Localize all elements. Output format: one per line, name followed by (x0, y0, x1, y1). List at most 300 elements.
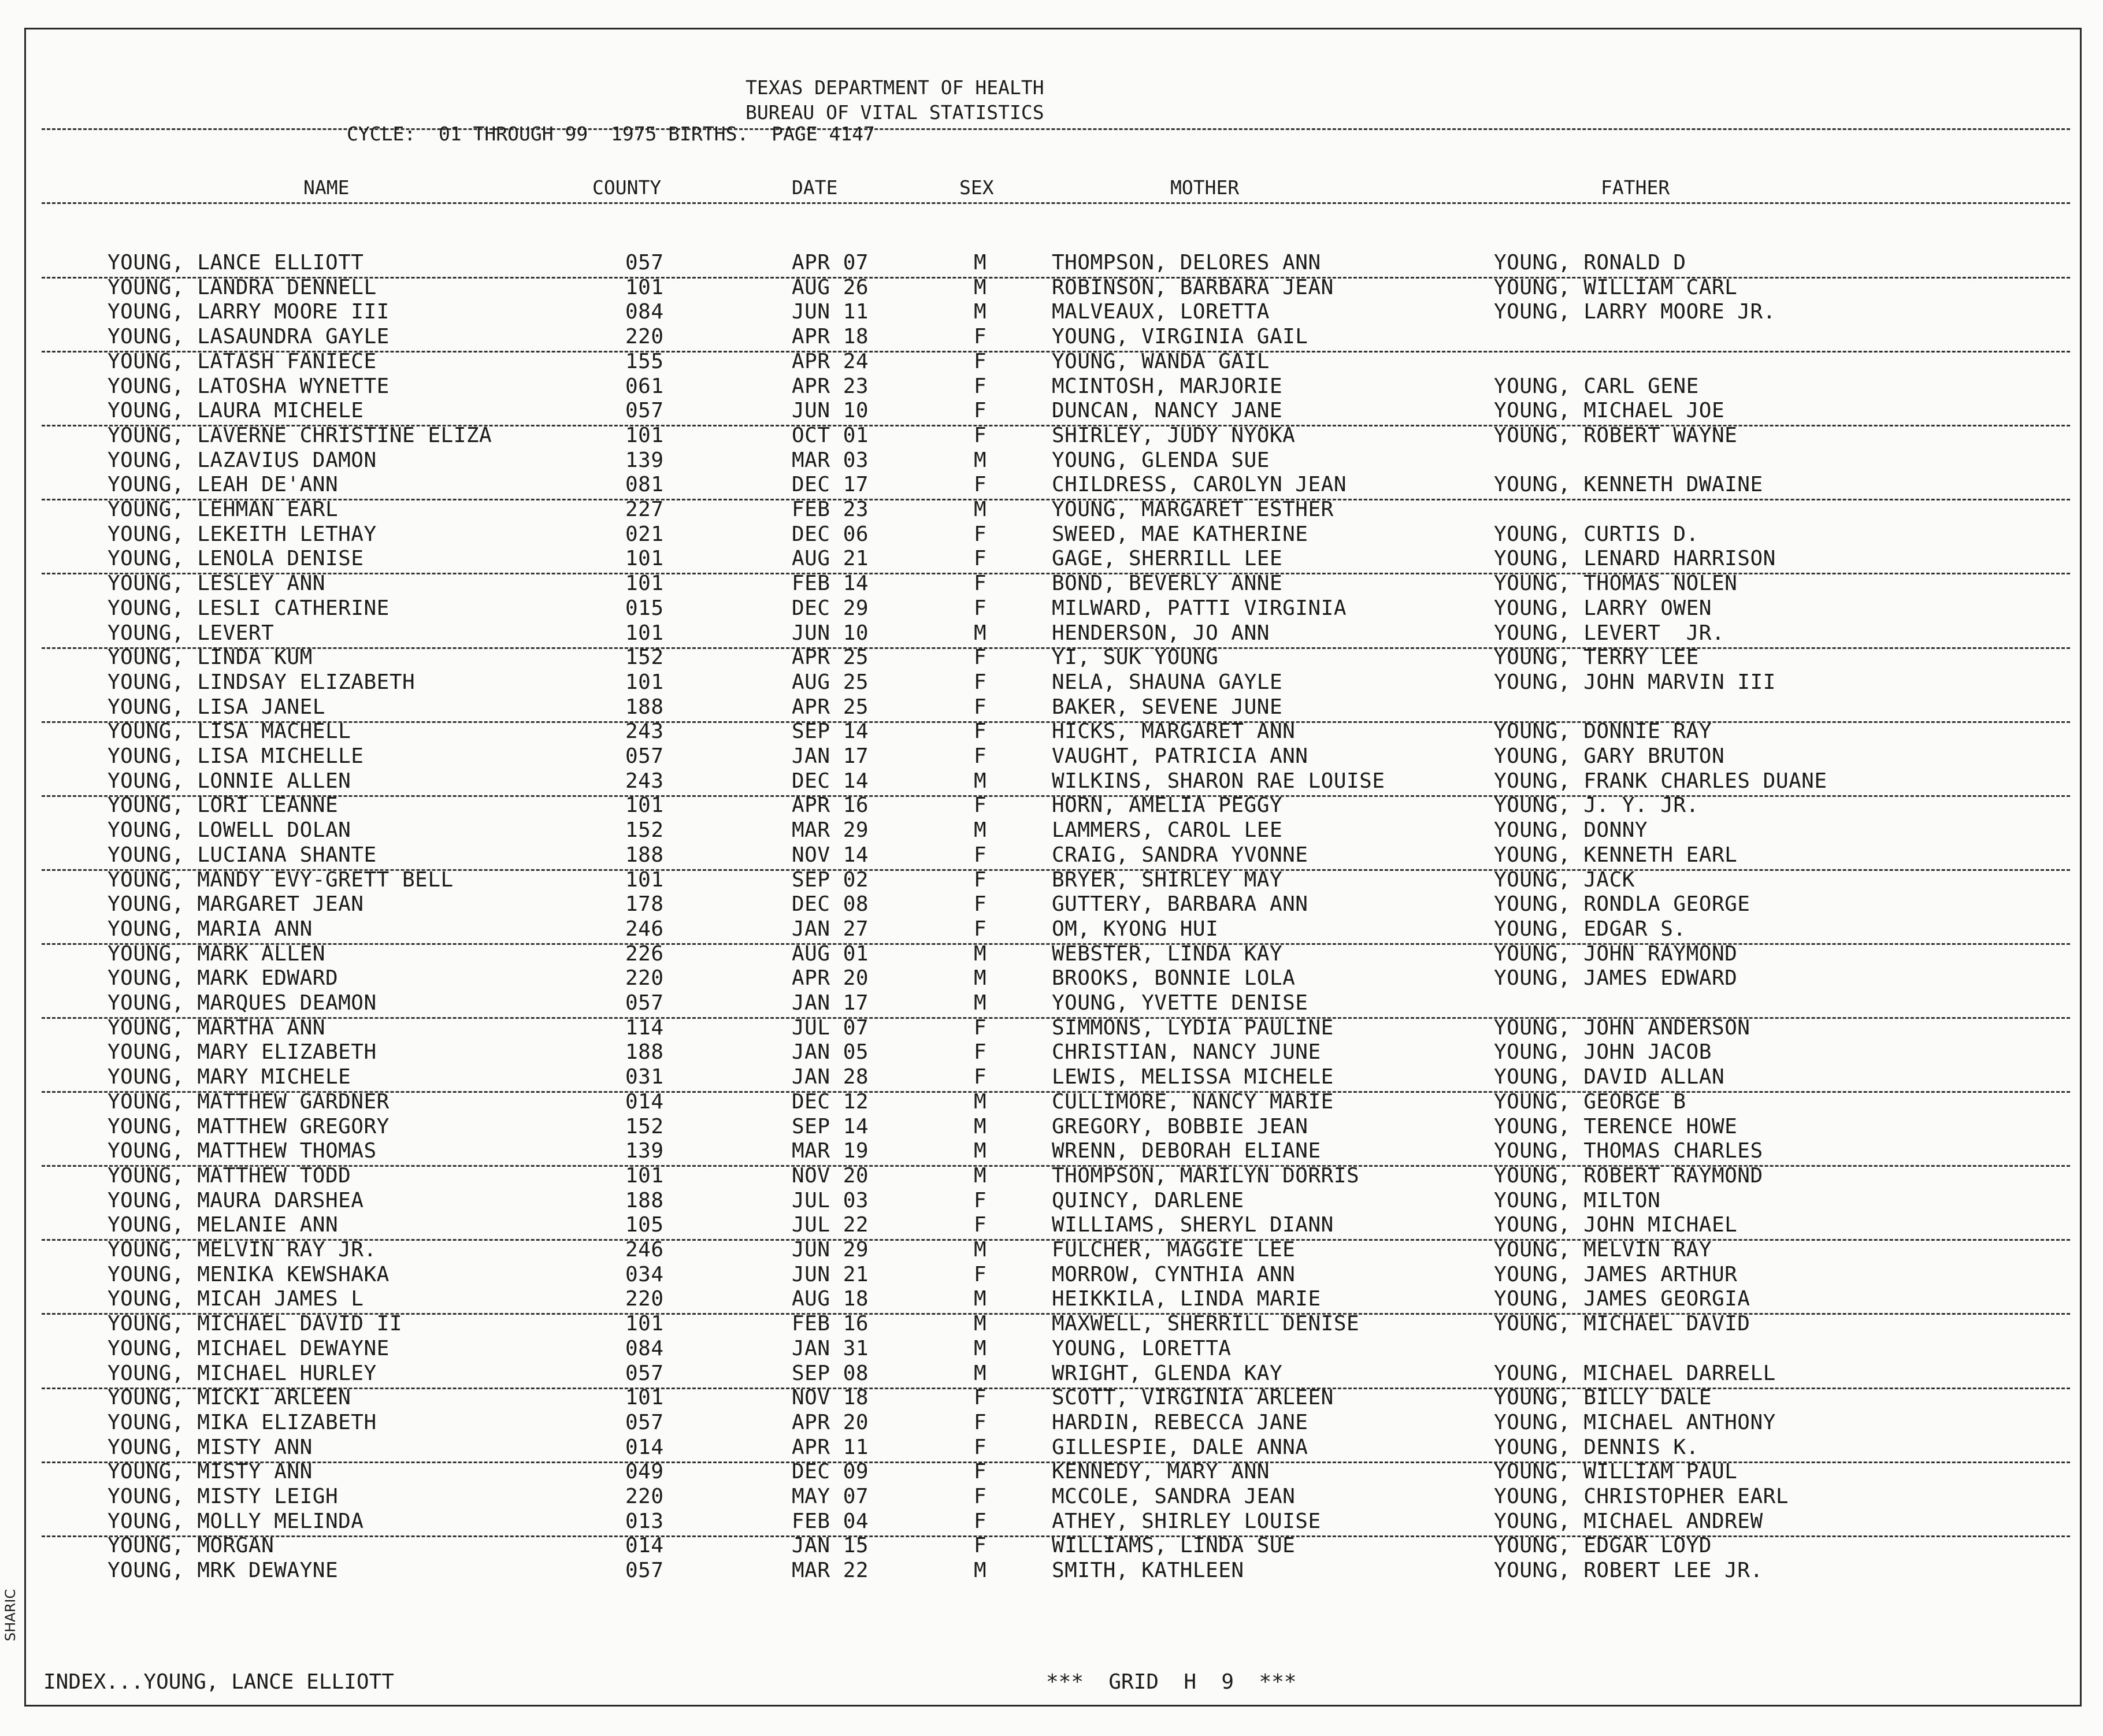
record-father: YOUNG, LEVERT JR. (1494, 621, 1725, 645)
record-date: FEB 04 (792, 1509, 869, 1533)
record-sex: M (974, 498, 987, 521)
record-county: 031 (625, 1065, 664, 1089)
record-mother: YOUNG, YVETTE DENISE (1052, 991, 1308, 1015)
record-date: FEB 14 (792, 572, 869, 596)
record-father: YOUNG, DENNIS K. (1494, 1435, 1699, 1459)
record-county: 057 (625, 991, 664, 1015)
record-name: YOUNG, LUCIANA SHANTE (107, 843, 377, 867)
record-sex: M (974, 1139, 987, 1163)
record-name: YOUNG, MARK EDWARD (107, 966, 339, 991)
record-father: YOUNG, LARRY OWEN (1494, 596, 1712, 620)
record-father: YOUNG, JOHN ANDERSON (1494, 1015, 1750, 1040)
row-separator (42, 573, 2070, 574)
record-name: YOUNG, MISTY ANN (107, 1435, 313, 1459)
record-father: YOUNG, GARY BRUTON (1494, 744, 1725, 768)
record-county: 057 (625, 251, 664, 275)
record-father: YOUNG, JOHN MARVIN III (1494, 670, 1776, 694)
record-mother: FULCHER, MAGGIE LEE (1052, 1238, 1296, 1262)
record-sex: F (974, 843, 987, 867)
record-name: YOUNG, LINDSAY ELIZABETH (107, 670, 416, 694)
record-mother: MALVEAUX, LORETTA (1052, 300, 1270, 324)
record-row (0, 1215, 2103, 1240)
record-mother: CULLIMORE, NANCY MARIE (1052, 1089, 1334, 1114)
record-county: 188 (625, 695, 664, 719)
record-date: JUN 11 (792, 300, 869, 324)
record-row (0, 1486, 2103, 1511)
record-row (0, 1314, 2103, 1338)
record-name: YOUNG, MICHAEL HURLEY (107, 1361, 377, 1385)
record-county: 084 (625, 1336, 664, 1360)
row-separator (42, 795, 2070, 797)
record-sex: F (974, 670, 987, 694)
record-mother: WILLIAMS, LINDA SUE (1052, 1534, 1296, 1558)
record-row (0, 1412, 2103, 1437)
column-header-mother: MOTHER (1170, 176, 1240, 199)
record-mother: BAKER, SEVENE JUNE (1052, 695, 1283, 719)
record-name: YOUNG, LARRY MOORE III (107, 300, 390, 324)
bureau-title: BUREAU OF VITAL STATISTICS (745, 101, 1044, 124)
record-mother: KENNEDY, MARY ANN (1052, 1460, 1270, 1484)
column-header-county: COUNTY (592, 176, 662, 199)
record-county: 021 (625, 522, 664, 546)
record-sex: F (974, 1534, 987, 1558)
record-name: YOUNG, MARY MICHELE (107, 1065, 351, 1089)
record-name: YOUNG, MARQUES DEAMON (107, 991, 377, 1015)
record-date: JAN 17 (792, 744, 869, 768)
record-sex: F (974, 374, 987, 398)
record-name: YOUNG, MICAH JAMES L (107, 1287, 364, 1311)
record-date: SEP 02 (792, 867, 869, 892)
record-sex: F (974, 1435, 987, 1459)
record-name: YOUNG, MARIA ANN (107, 917, 313, 941)
record-mother: OM, KYONG HUI (1052, 917, 1219, 941)
record-father: YOUNG, KENNETH EARL (1494, 843, 1738, 867)
record-row (0, 548, 2103, 573)
record-name: YOUNG, MATTHEW TODD (107, 1163, 351, 1188)
record-row (0, 253, 2103, 277)
record-name: YOUNG, LASAUNDRA GAYLE (107, 325, 390, 349)
record-name: YOUNG, LEKEITH LETHAY (107, 522, 377, 546)
record-date: DEC 17 (792, 473, 869, 497)
record-father: YOUNG, JOHN RAYMOND (1494, 941, 1738, 966)
record-sex: F (974, 1262, 987, 1286)
record-mother: WILKINS, SHARON RAE LOUISE (1052, 769, 1385, 793)
record-father: YOUNG, THOMAS CHARLES (1494, 1139, 1763, 1163)
record-row (0, 721, 2103, 746)
record-name: YOUNG, MICHAEL DAVID II (107, 1312, 402, 1336)
record-date: DEC 09 (792, 1460, 869, 1484)
column-header-date: DATE (792, 176, 838, 199)
record-mother: WRENN, DEBORAH ELIANE (1052, 1139, 1321, 1163)
row-separator (42, 1017, 2070, 1019)
record-row (0, 1190, 2103, 1215)
record-sex: F (974, 1213, 987, 1237)
record-county: 013 (625, 1509, 664, 1533)
record-date: NOV 14 (792, 843, 869, 867)
record-row (0, 894, 2103, 919)
record-name: YOUNG, MATTHEW GREGORY (107, 1114, 390, 1138)
record-date: MAR 03 (792, 448, 869, 472)
record-sex: F (974, 1410, 987, 1434)
record-mother: GAGE, SHERRILL LEE (1052, 547, 1283, 571)
record-county: 243 (625, 769, 664, 793)
record-name: YOUNG, LAVERNE CHRISTINE ELIZA (107, 423, 492, 447)
record-county: 034 (625, 1262, 664, 1286)
record-sex: F (974, 1386, 987, 1410)
record-name: YOUNG, LENOLA DENISE (107, 547, 364, 571)
record-father: YOUNG, DONNIE RAY (1494, 719, 1712, 744)
record-county: 101 (625, 621, 664, 645)
record-mother: GREGORY, BOBBIE JEAN (1052, 1114, 1308, 1138)
record-date: SEP 14 (792, 1114, 869, 1138)
record-sex: M (974, 251, 987, 275)
record-name: YOUNG, MICHAEL DEWAYNE (107, 1336, 390, 1360)
row-separator (42, 1388, 2070, 1389)
record-row (0, 647, 2103, 672)
record-county: 101 (625, 423, 664, 447)
record-mother: NELA, SHAUNA GAYLE (1052, 670, 1283, 694)
record-name: YOUNG, LISA MACHELL (107, 719, 351, 744)
record-row (0, 1461, 2103, 1486)
record-sex: F (974, 325, 987, 349)
record-county: 220 (625, 325, 664, 349)
record-date: APR 07 (792, 251, 869, 275)
record-date: APR 24 (792, 349, 869, 373)
record-row (0, 771, 2103, 796)
record-sex: F (974, 596, 987, 620)
record-date: APR 23 (792, 374, 869, 398)
record-mother: YOUNG, MARGARET ESTHER (1052, 498, 1334, 521)
record-mother: THOMPSON, MARILYN DORRIS (1052, 1163, 1360, 1188)
record-father: YOUNG, JAMES EDWARD (1494, 966, 1738, 991)
record-name: YOUNG, LONNIE ALLEN (107, 769, 351, 793)
record-date: APR 20 (792, 966, 869, 991)
record-name: YOUNG, LEAH DE'ANN (107, 473, 339, 497)
record-sex: M (974, 1238, 987, 1262)
record-date: JUL 07 (792, 1015, 869, 1040)
record-row (0, 1067, 2103, 1092)
record-row (0, 499, 2103, 524)
record-name: YOUNG, MAURA DARSHEA (107, 1188, 364, 1212)
record-father: YOUNG, EDGAR S. (1494, 917, 1686, 941)
header-divider (42, 128, 2070, 130)
record-row (0, 941, 2103, 969)
record-mother: MAXWELL, SHERRILL DENISE (1052, 1312, 1360, 1336)
record-date: JAN 27 (792, 917, 869, 941)
record-date: MAY 07 (792, 1485, 869, 1508)
record-mother: YOUNG, VIRGINIA GAIL (1052, 325, 1308, 349)
record-mother: BRYER, SHIRLEY MAY (1052, 867, 1283, 892)
record-father: YOUNG, FRANK CHARLES DUANE (1494, 769, 1827, 793)
record-sex: F (974, 719, 987, 744)
record-mother: SIMMONS, LYDIA PAULINE (1052, 1015, 1334, 1040)
record-name: YOUNG, MELVIN RAY JR. (107, 1238, 377, 1262)
record-sex: M (974, 1089, 987, 1114)
record-date: JUN 21 (792, 1262, 869, 1286)
record-county: 081 (625, 473, 664, 497)
record-row (0, 1535, 2103, 1560)
record-father: YOUNG, TERENCE HOWE (1494, 1114, 1738, 1138)
record-name: YOUNG, LATOSHA WYNETTE (107, 374, 390, 398)
record-father: YOUNG, GEORGE B (1494, 1089, 1686, 1114)
record-sex: F (974, 1509, 987, 1533)
record-father: YOUNG, MELVIN RAY (1494, 1238, 1712, 1262)
record-sex: M (974, 1114, 987, 1138)
record-row (0, 1437, 2103, 1462)
record-county: 139 (625, 448, 664, 472)
record-date: AUG 21 (792, 547, 869, 571)
record-name: YOUNG, LORI LEANNE (107, 793, 339, 818)
record-county: 188 (625, 1188, 664, 1212)
record-name: YOUNG, LATASH FANIECE (107, 349, 377, 373)
record-sex: F (974, 793, 987, 818)
record-name: YOUNG, MATTHEW THOMAS (107, 1139, 377, 1163)
row-separator (42, 1165, 2070, 1167)
record-county: 139 (625, 1139, 664, 1163)
record-county: 101 (625, 793, 664, 818)
record-county: 101 (625, 275, 664, 299)
record-date: JAN 28 (792, 1065, 869, 1089)
record-father: YOUNG, EDGAR LOYD (1494, 1534, 1712, 1558)
record-date: SEP 14 (792, 719, 869, 744)
row-separator (42, 1091, 2070, 1093)
record-date: APR 20 (792, 1410, 869, 1434)
record-mother: QUINCY, DARLENE (1052, 1188, 1244, 1212)
record-sex: M (974, 1287, 987, 1311)
record-father: YOUNG, MICHAEL DAVID (1494, 1312, 1750, 1336)
record-mother: VAUGHT, PATRICIA ANN (1052, 744, 1308, 768)
record-county: 049 (625, 1460, 664, 1484)
record-father: YOUNG, CHRISTOPHER EARL (1494, 1485, 1789, 1508)
record-date: JAN 31 (792, 1336, 869, 1360)
record-father: YOUNG, MICHAEL DARRELL (1494, 1361, 1776, 1385)
record-county: 057 (625, 1410, 664, 1434)
record-name: YOUNG, MARTHA ANN (107, 1015, 325, 1040)
record-name: YOUNG, LEHMAN EARL (107, 498, 339, 521)
record-row (0, 474, 2103, 499)
record-sex: F (974, 1065, 987, 1089)
record-father: YOUNG, WILLIAM PAUL (1494, 1460, 1738, 1484)
record-row (0, 351, 2103, 376)
record-date: APR 18 (792, 325, 869, 349)
record-father: YOUNG, TERRY LEE (1494, 646, 1699, 670)
record-county: 057 (625, 1361, 664, 1385)
record-father: YOUNG, DONNY (1494, 818, 1648, 843)
record-date: JUN 10 (792, 399, 869, 423)
record-row (0, 1388, 2103, 1412)
record-date: DEC 12 (792, 1089, 869, 1114)
record-father: YOUNG, LARRY MOORE JR. (1494, 300, 1776, 324)
record-date: MAR 22 (792, 1559, 869, 1583)
record-sex: F (974, 473, 987, 497)
record-row (0, 425, 2103, 450)
side-label: SHARIC (2, 1589, 18, 1641)
record-mother: MCINTOSH, MARJORIE (1052, 374, 1283, 398)
record-mother: GILLESPIE, DALE ANNA (1052, 1435, 1308, 1459)
record-sex: M (974, 1336, 987, 1360)
record-mother: THOMPSON, DELORES ANN (1052, 251, 1321, 275)
record-mother: HORN, AMELIA PEGGY (1052, 793, 1283, 818)
record-row (0, 1089, 2103, 1116)
record-father: YOUNG, CARL GENE (1494, 374, 1699, 398)
record-name: YOUNG, MARGARET JEAN (107, 892, 364, 917)
row-separator (42, 1239, 2070, 1241)
row-separator (42, 351, 2070, 353)
record-father: YOUNG, JAMES GEORGIA (1494, 1287, 1750, 1311)
record-mother: SCOTT, VIRGINIA ARLEEN (1052, 1386, 1334, 1410)
record-mother: ATHEY, SHIRLEY LOUISE (1052, 1509, 1321, 1533)
record-father: YOUNG, THOMAS NOLEN (1494, 572, 1738, 596)
record-father: YOUNG, DAVID ALLAN (1494, 1065, 1725, 1089)
record-row (0, 1015, 2103, 1043)
record-date: MAR 19 (792, 1139, 869, 1163)
record-county: 152 (625, 818, 664, 843)
record-name: YOUNG, MARY ELIZABETH (107, 1040, 377, 1064)
record-sex: M (974, 991, 987, 1015)
record-row (0, 623, 2103, 648)
row-separator (42, 1461, 2070, 1463)
record-county: 152 (625, 646, 664, 670)
record-mother: CHILDRESS, CAROLYN JEAN (1052, 473, 1347, 497)
record-row (0, 845, 2103, 870)
record-date: AUG 01 (792, 941, 869, 966)
record-date: JUN 29 (792, 1238, 869, 1262)
record-county: 243 (625, 719, 664, 744)
record-father: YOUNG, KENNETH DWAINE (1494, 473, 1763, 497)
record-sex: F (974, 399, 987, 423)
record-row (0, 1338, 2103, 1363)
record-sex: F (974, 547, 987, 571)
record-father: YOUNG, MICHAEL ANDREW (1494, 1509, 1763, 1533)
record-father: YOUNG, BILLY DALE (1494, 1386, 1712, 1410)
record-father: YOUNG, MICHAEL JOE (1494, 399, 1725, 423)
record-date: NOV 18 (792, 1386, 869, 1410)
record-row (0, 1289, 2103, 1314)
record-row (0, 277, 2103, 302)
record-row (0, 376, 2103, 401)
record-mother: WILLIAMS, SHERYL DIANN (1052, 1213, 1334, 1237)
record-row (0, 1264, 2103, 1289)
record-county: 152 (625, 1114, 664, 1138)
record-row (0, 746, 2103, 771)
record-county: 101 (625, 670, 664, 694)
record-county: 114 (625, 1015, 664, 1040)
record-row (0, 795, 2103, 820)
record-date: AUG 18 (792, 1287, 869, 1311)
record-sex: F (974, 522, 987, 546)
record-county: 227 (625, 498, 664, 521)
record-father: YOUNG, ROBERT WAYNE (1494, 423, 1738, 447)
record-row (0, 820, 2103, 845)
index-footer: INDEX...YOUNG, LANCE ELLIOTT (43, 1670, 394, 1694)
record-mother: SMITH, KATHLEEN (1052, 1559, 1244, 1583)
record-row (0, 1240, 2103, 1264)
record-row (0, 697, 2103, 722)
record-date: APR 25 (792, 695, 869, 719)
record-date: NOV 20 (792, 1163, 869, 1188)
record-date: OCT 01 (792, 423, 869, 447)
record-name: YOUNG, LANDRA DENNELL (107, 275, 377, 299)
record-county: 246 (625, 917, 664, 941)
record-sex: M (974, 818, 987, 843)
record-name: YOUNG, LAURA MICHELE (107, 399, 364, 423)
record-name: YOUNG, MANDY EVY-GRETT BELL (107, 867, 454, 892)
record-row (0, 919, 2103, 944)
column-header-sex: SEX (959, 176, 994, 199)
record-name: YOUNG, MOLLY MELINDA (107, 1509, 364, 1533)
record-sex: F (974, 695, 987, 719)
record-father: YOUNG, MILTON (1494, 1188, 1661, 1212)
record-sex: M (974, 966, 987, 991)
record-father: YOUNG, RONDLA GEORGE (1494, 892, 1750, 917)
record-county: 188 (625, 843, 664, 867)
record-mother: HARDIN, REBECCA JANE (1052, 1410, 1308, 1434)
record-mother: HENDERSON, JO ANN (1052, 621, 1270, 645)
record-mother: YI, SUK YOUNG (1052, 646, 1219, 670)
column-header-name: NAME (303, 176, 350, 199)
record-father: YOUNG, ROBERT RAYMOND (1494, 1163, 1763, 1188)
record-date: MAR 29 (792, 818, 869, 843)
record-sex: F (974, 744, 987, 768)
record-county: 014 (625, 1089, 664, 1114)
record-sex: M (974, 769, 987, 793)
record-sex: F (974, 917, 987, 941)
record-date: DEC 08 (792, 892, 869, 917)
record-county: 105 (625, 1213, 664, 1237)
record-name: YOUNG, MISTY LEIGH (107, 1485, 339, 1508)
record-date: JAN 05 (792, 1040, 869, 1064)
record-mother: HEIKKILA, LINDA MARIE (1052, 1287, 1321, 1311)
record-father: YOUNG, CURTIS D. (1494, 522, 1699, 546)
record-father: YOUNG, JACK (1494, 867, 1635, 892)
record-mother: BOND, BEVERLY ANNE (1052, 572, 1283, 596)
record-name: YOUNG, MENIKA KEWSHAKA (107, 1262, 390, 1286)
record-row (0, 450, 2103, 475)
record-county: 246 (625, 1238, 664, 1262)
record-name: YOUNG, LESLI CATHERINE (107, 596, 390, 620)
record-date: DEC 06 (792, 522, 869, 546)
record-sex: M (974, 1312, 987, 1336)
record-name: YOUNG, LISA JANEL (107, 695, 325, 719)
row-separator (42, 277, 2070, 279)
record-name: YOUNG, LESLEY ANN (107, 572, 325, 596)
record-mother: MILWARD, PATTI VIRGINIA (1052, 596, 1347, 620)
record-date: JUL 03 (792, 1188, 869, 1212)
record-sex: M (974, 941, 987, 966)
record-date: DEC 29 (792, 596, 869, 620)
record-mother: GUTTERY, BARBARA ANN (1052, 892, 1308, 917)
record-name: YOUNG, MICKI ARLEEN (107, 1386, 351, 1410)
record-father: YOUNG, MICHAEL ANTHONY (1494, 1410, 1776, 1434)
grid-footer: *** GRID H 9 *** (1046, 1670, 1297, 1694)
record-county: 101 (625, 572, 664, 596)
record-row (0, 1116, 2103, 1141)
record-sex: F (974, 572, 987, 596)
record-sex: M (974, 621, 987, 645)
record-mother: BROOKS, BONNIE LOLA (1052, 966, 1296, 991)
record-row (0, 1042, 2103, 1067)
record-county: 188 (625, 1040, 664, 1064)
record-county: 101 (625, 1386, 664, 1410)
record-name: YOUNG, MELANIE ANN (107, 1213, 339, 1237)
record-county: 057 (625, 1559, 664, 1583)
record-mother: CRAIG, SANDRA YVONNE (1052, 843, 1308, 867)
record-row (0, 573, 2103, 598)
record-sex: M (974, 1163, 987, 1188)
record-county: 155 (625, 349, 664, 373)
record-name: YOUNG, MARK ALLEN (107, 941, 325, 966)
record-county: 101 (625, 1163, 664, 1188)
